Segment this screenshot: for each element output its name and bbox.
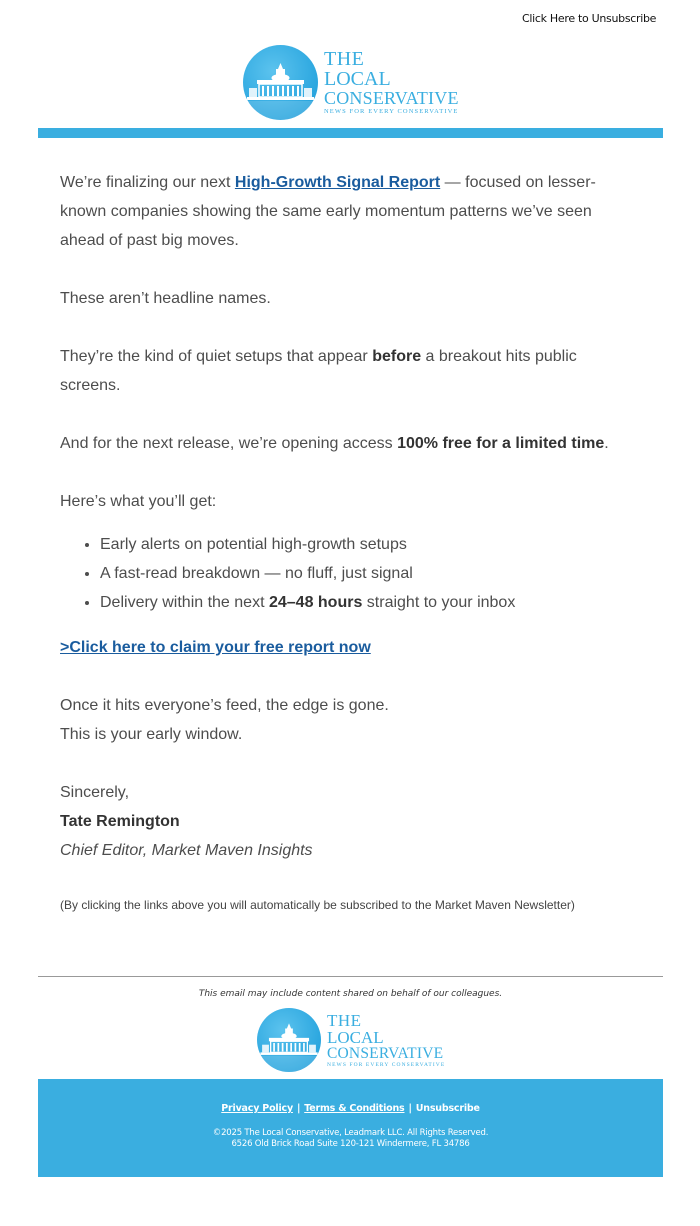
header-divider-bar: [38, 128, 663, 138]
brand-line-2: LOCAL: [327, 1027, 384, 1047]
list-item: • Early alerts on potential high-growth setups: [100, 530, 620, 559]
benefits-list: [60, 530, 620, 617]
edge-line-2: This is your early window.: [60, 726, 243, 743]
intro-text-continued: — focused on lesser-known companies showing the same early momentum patterns we’ve seen ahead of past big moves.: [60, 174, 596, 249]
report-link[interactable]: High-Growth Signal Report: [234, 174, 441, 191]
delivery-hours: 24–48 hours: [268, 594, 363, 611]
setups-text-continued: a breakout hits public screens.: [60, 348, 577, 394]
access-text: And for the next release, we’re opening access: [60, 435, 398, 452]
unsubscribe-link-footer[interactable]: Unsubscribe: [415, 1103, 480, 1114]
link-separator: |: [296, 1103, 301, 1114]
shared-content-note: This email may include content shared on behalf of our colleagues.: [198, 989, 503, 999]
brand-tagline: NEWS FOR EVERY CONSERVATIVE: [324, 108, 459, 116]
brand-line-3: CONSERVATIVE: [324, 88, 459, 109]
privacy-policy-link[interactable]: Privacy Policy: [221, 1103, 293, 1114]
legal-info: [38, 1128, 663, 1150]
benefits-intro: Here’s what you’ll get:: [60, 493, 217, 510]
footer-divider: [38, 976, 663, 977]
footer-bar: [38, 1079, 663, 1177]
quiet-setups-paragraph: [60, 342, 620, 400]
brand-tagline: NEWS FOR EVERY CONSERVATIVE: [327, 1062, 446, 1068]
footer-links: [38, 1103, 663, 1114]
delivery-text-end: straight to your inbox: [362, 594, 516, 611]
free-emphasis: 100% free for a limited time: [397, 435, 605, 452]
intro-paragraph: [60, 168, 620, 255]
list-item: • A fast-read breakdown — no fluff, just signal: [100, 559, 620, 588]
brand-logo: [243, 45, 459, 120]
brand-wordmark: [324, 49, 459, 116]
access-text-end: .: [604, 435, 609, 452]
brand-line-1: THE: [324, 48, 365, 71]
email-body: [60, 168, 620, 913]
link-separator: |: [408, 1103, 412, 1114]
setups-text: They’re the kind of quiet setups that appear: [60, 348, 373, 365]
terms-link[interactable]: Terms & Conditions: [304, 1103, 405, 1114]
signer-title: Chief Editor, Market Maven Insights: [60, 842, 313, 859]
intro-text: We’re finalizing our next: [60, 174, 235, 191]
capitol-building-icon: [257, 1008, 321, 1072]
brand-line-1: THE: [327, 1010, 362, 1030]
brand-line-2: LOCAL: [324, 68, 391, 91]
claim-report-link[interactable]: >Click here to claim your free report now: [60, 639, 371, 656]
before-emphasis: before: [372, 348, 422, 365]
headline-names-paragraph: These aren’t headline names.: [60, 290, 271, 307]
address-text: 6526 Old Brick Road Suite 120-121 Windermere, FL 34786: [231, 1139, 470, 1149]
copyright-text: ©2025 The Local Conservative, Leadmark LLC. All Rights Reserved.: [212, 1128, 489, 1138]
signoff: Sincerely,: [60, 784, 130, 801]
free-access-paragraph: [60, 429, 620, 458]
unsubscribe-link-top[interactable]: Click Here to Unsubscribe: [522, 12, 657, 25]
footer-brand-logo: [257, 1008, 445, 1072]
edge-line-1: Once it hits everyone’s feed, the edge is gone.: [60, 697, 389, 714]
brand-line-3: CONSERVATIVE: [327, 1044, 444, 1062]
signer-name: Tate Remington: [60, 813, 180, 830]
list-item: [100, 588, 620, 617]
edge-paragraph: [60, 691, 620, 749]
capitol-building-icon: [243, 45, 318, 120]
footer-brand-wordmark: [327, 1012, 445, 1069]
delivery-text: Delivery within the next: [100, 594, 269, 611]
subscription-disclaimer: (By clicking the links above you will automatically be subscribed to the Market Maven Newsletter): [60, 898, 575, 912]
